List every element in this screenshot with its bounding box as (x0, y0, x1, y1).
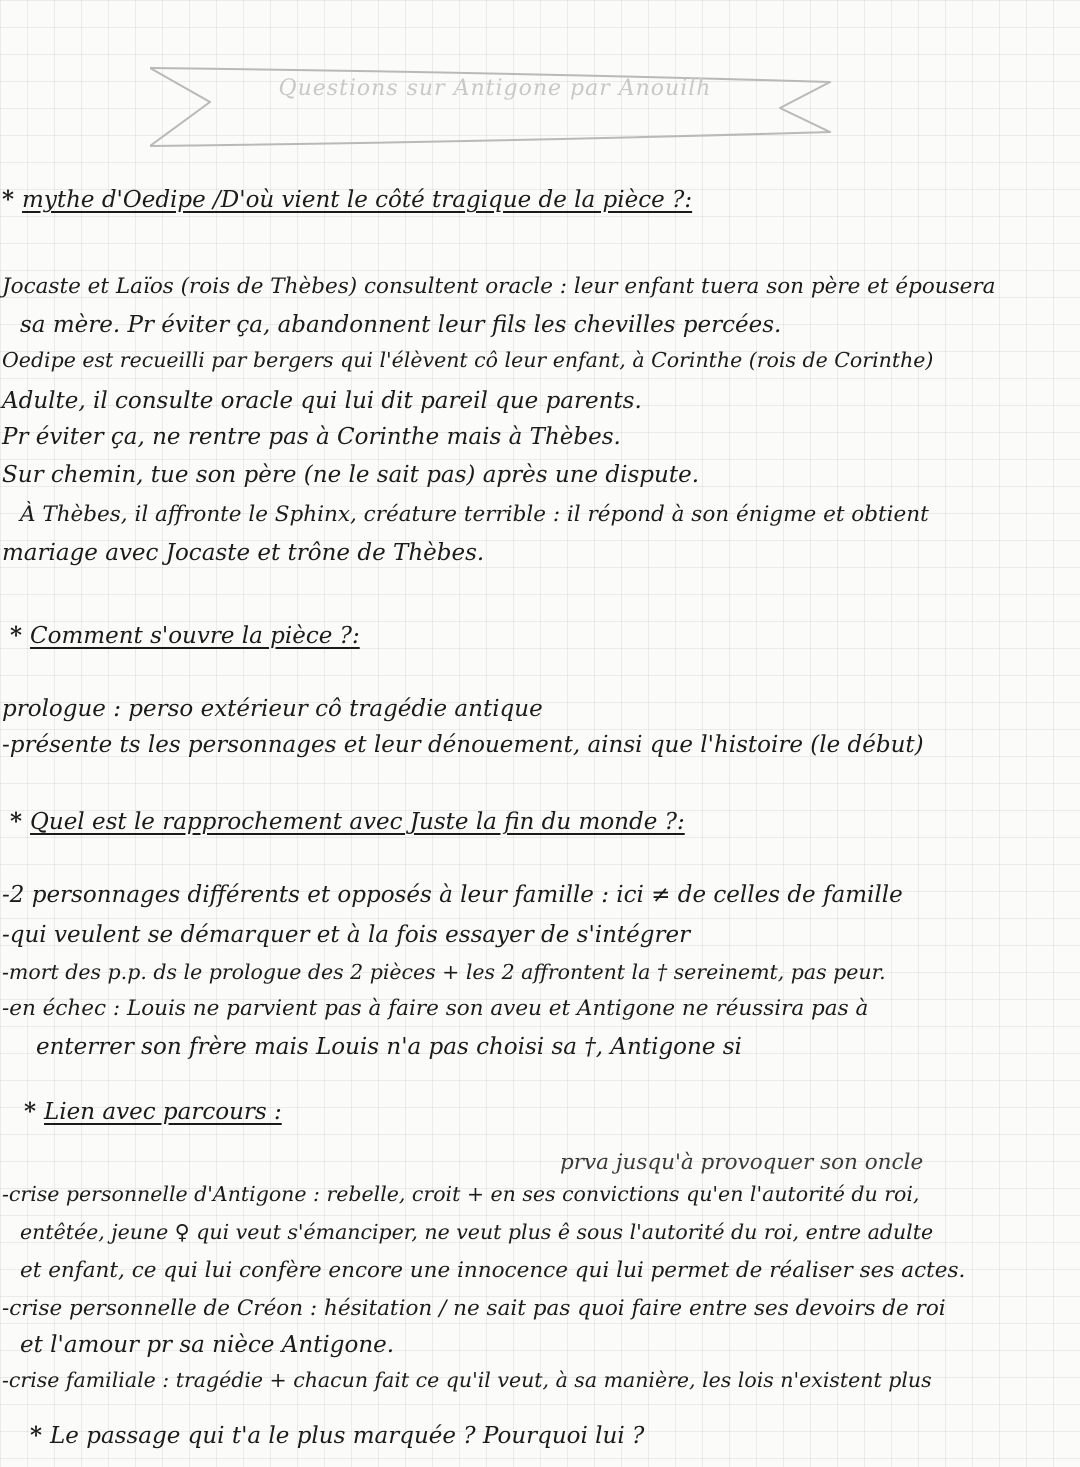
heading-text: Lien avec parcours : (44, 1099, 282, 1125)
text-line: prologue : perso extérieur cô tragédie antique (2, 696, 543, 722)
star-bullet: * (24, 1098, 37, 1125)
text-line: mariage avec Jocaste et trône de Thèbes. (2, 540, 485, 566)
heading-text: Comment s'ouvre la pièce ?: (30, 623, 360, 649)
banner-title: Questions sur Antigone par Anouilh (278, 76, 712, 101)
text-line: Adulte, il consulte oracle qui lui dit pareil que parents. (2, 388, 642, 414)
text-line: Sur chemin, tue son père (ne le sait pas) après une dispute. (2, 462, 700, 488)
star-bullet: * (30, 1422, 43, 1449)
text-line: -qui veulent se démarquer et à la fois essayer de s'intégrer (2, 922, 691, 948)
text-line: sa mère. Pr éviter ça, abandonnent leur fils les chevilles percées. (20, 312, 782, 338)
text-line: Oedipe est recueilli par bergers qui l'élèvent cô leur enfant, à Corinthe (rois de Corinthe) (2, 348, 934, 372)
heading-text: Quel est le rapprochement avec Juste la fin du monde ?: (30, 809, 685, 835)
text-line: -présente ts les personnages et leur dénouement, ainsi que l'histoire (le début) (2, 732, 924, 758)
section-heading-comparison (10, 810, 685, 834)
star-bullet: * (10, 622, 23, 649)
section-heading-favorite-passage (30, 1424, 644, 1448)
text-line: -en échec : Louis ne parvient pas à faire son aveu et Antigone ne réussira pas à (2, 996, 869, 1021)
text-line: Pr éviter ça, ne rentre pas à Corinthe mais à Thèbes. (2, 424, 621, 450)
section-heading-opening (10, 624, 360, 648)
text-line: -crise personnelle de Créon : hésitation / ne sait pas quoi faire entre ses devoirs de roi (2, 1296, 946, 1321)
heading-text: Le passage qui t'a le plus marquée ? Pourquoi lui ? (50, 1423, 645, 1449)
text-line: -crise personnelle d'Antigone : rebelle, croit + en ses convictions qu'en l'autorité du roi, (2, 1182, 920, 1206)
text-line: -mort des p.p. ds le prologue des 2 pièces + les 2 affrontent la † sereinemt, pas peur. (2, 960, 886, 984)
heading-text: mythe d'Oedipe /D'où vient le côté tragique de la pièce ?: (22, 187, 693, 213)
text-line: enterrer son frère mais Louis n'a pas choisi sa †, Antigone si (36, 1034, 742, 1060)
text-line-insertion: prva jusqu'à provoquer son oncle (560, 1150, 924, 1175)
text-line: À Thèbes, il affronte le Sphinx, créature terrible : il répond à son énigme et obtient (20, 502, 929, 527)
star-bullet: * (10, 808, 23, 835)
text-line: et l'amour pr sa nièce Antigone. (20, 1332, 395, 1358)
section-heading-parcours-link (24, 1100, 282, 1124)
text-line: -crise familiale : tragédie + chacun fait ce qu'il veut, à sa manière, les lois n'existent plus (2, 1368, 932, 1392)
section-heading-oedipe-myth (2, 188, 692, 212)
text-line: -2 personnages différents et opposés à leur famille : ici ≠ de celles de famille (2, 882, 903, 908)
title-banner (150, 62, 840, 152)
text-line: et enfant, ce qui lui confère encore une innocence qui lui permet de réaliser ses actes. (20, 1258, 966, 1283)
text-line: Jocaste et Laïos (rois de Thèbes) consultent oracle : leur enfant tuera son père et épousera (2, 274, 996, 299)
text-line: entêtée, jeune ♀ qui veut s'émanciper, ne veut plus ê sous l'autorité du roi, entre adulte (20, 1220, 934, 1244)
star-bullet: * (2, 186, 15, 213)
